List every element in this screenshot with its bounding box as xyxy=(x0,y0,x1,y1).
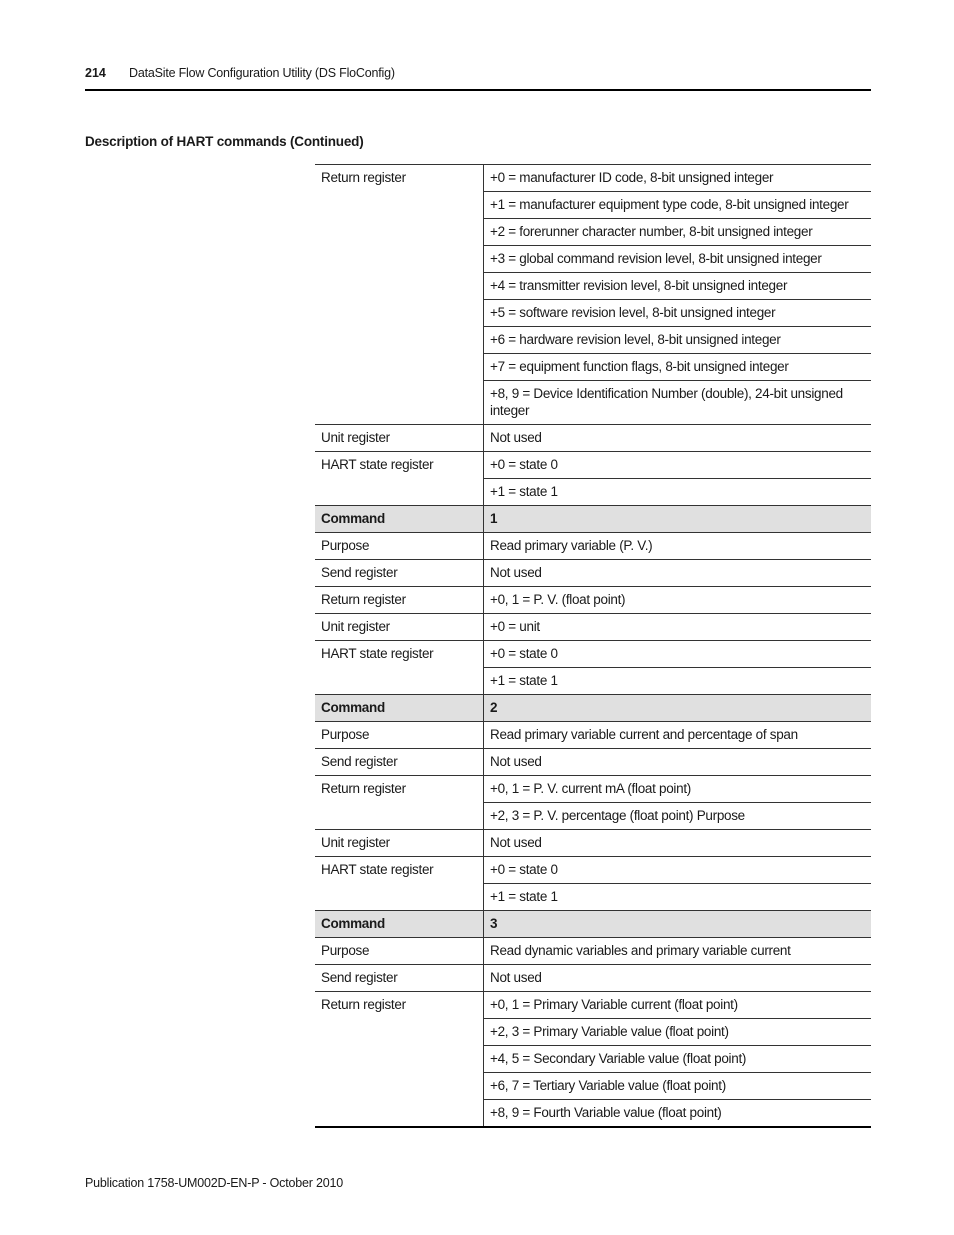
row-label-cell xyxy=(315,327,484,354)
row-label-cell: HART state register xyxy=(315,452,484,479)
row-value-cell: +6 = hardware revision level, 8-bit unsigned integer xyxy=(484,327,872,354)
row-value-cell: +0 = unit xyxy=(484,614,872,641)
row-label-cell: Return register xyxy=(315,165,484,192)
row-value-cell: Read primary variable current and percentage of span xyxy=(484,722,872,749)
row-label-cell: Purpose xyxy=(315,722,484,749)
row-value-cell: Read primary variable (P. V.) xyxy=(484,533,872,560)
row-label-cell: Unit register xyxy=(315,830,484,857)
row-label-cell: HART state register xyxy=(315,857,484,884)
row-label-cell: Send register xyxy=(315,560,484,587)
command-header-row xyxy=(315,506,871,533)
row-value-cell: +0 = state 0 xyxy=(484,641,872,668)
row-value-cell: +1 = state 1 xyxy=(484,884,872,911)
hart-commands-table xyxy=(315,164,871,1128)
table-row xyxy=(315,246,871,273)
page-number: 214 xyxy=(85,66,106,80)
row-label-cell xyxy=(315,246,484,273)
table-row xyxy=(315,560,871,587)
row-label-cell xyxy=(315,1019,484,1046)
table-row xyxy=(315,992,871,1019)
hart-table-body xyxy=(315,165,871,1128)
row-label-cell xyxy=(315,381,484,425)
row-label-cell xyxy=(315,354,484,381)
row-value-cell: +0, 1 = Primary Variable current (float point) xyxy=(484,992,872,1019)
table-row xyxy=(315,938,871,965)
table-row xyxy=(315,722,871,749)
table-row xyxy=(315,614,871,641)
row-value-cell: +1 = state 1 xyxy=(484,668,872,695)
row-value-cell: +8, 9 = Device Identification Number (double), 24-bit unsigned integer xyxy=(484,381,872,425)
row-label-cell xyxy=(315,192,484,219)
row-label-cell: Send register xyxy=(315,965,484,992)
row-value-cell: +1 = manufacturer equipment type code, 8-bit unsigned integer xyxy=(484,192,872,219)
table-row xyxy=(315,192,871,219)
table-row xyxy=(315,452,871,479)
row-label-cell xyxy=(315,803,484,830)
row-label-cell xyxy=(315,219,484,246)
table-row xyxy=(315,776,871,803)
table-row xyxy=(315,425,871,452)
row-label-cell: Purpose xyxy=(315,938,484,965)
running-title: DataSite Flow Configuration Utility (DS FloConfig) xyxy=(129,66,395,80)
table-row xyxy=(315,857,871,884)
table-row xyxy=(315,830,871,857)
command-header-row xyxy=(315,911,871,938)
table-row xyxy=(315,1100,871,1128)
row-label-cell: Return register xyxy=(315,776,484,803)
row-value-cell: +0, 1 = P. V. (float point) xyxy=(484,587,872,614)
command-label-cell: Command xyxy=(315,911,484,938)
row-value-cell: Not used xyxy=(484,560,872,587)
row-value-cell: +4 = transmitter revision level, 8-bit unsigned integer xyxy=(484,273,872,300)
row-value-cell: +2 = forerunner character number, 8-bit unsigned integer xyxy=(484,219,872,246)
row-label-cell xyxy=(315,1073,484,1100)
row-value-cell: +3 = global command revision level, 8-bit unsigned integer xyxy=(484,246,872,273)
table-row xyxy=(315,533,871,560)
row-label-cell: Unit register xyxy=(315,425,484,452)
table-row xyxy=(315,749,871,776)
table-row xyxy=(315,803,871,830)
command-number-cell: 3 xyxy=(484,911,872,938)
page-header xyxy=(85,66,871,90)
row-label-cell: Purpose xyxy=(315,533,484,560)
row-label-cell xyxy=(315,300,484,327)
row-value-cell: +2, 3 = P. V. percentage (float point) Purpose xyxy=(484,803,872,830)
row-value-cell: +4, 5 = Secondary Variable value (float point) xyxy=(484,1046,872,1073)
table-row xyxy=(315,381,871,425)
command-header-row xyxy=(315,695,871,722)
table-row xyxy=(315,165,871,192)
row-label-cell xyxy=(315,479,484,506)
row-value-cell: +0 = state 0 xyxy=(484,452,872,479)
command-number-cell: 1 xyxy=(484,506,872,533)
command-label-cell: Command xyxy=(315,506,484,533)
table-row xyxy=(315,884,871,911)
row-value-cell: Not used xyxy=(484,425,872,452)
row-value-cell: +0, 1 = P. V. current mA (float point) xyxy=(484,776,872,803)
table-row xyxy=(315,587,871,614)
row-value-cell: Not used xyxy=(484,965,872,992)
table-row xyxy=(315,1073,871,1100)
command-number-cell: 2 xyxy=(484,695,872,722)
row-label-cell xyxy=(315,1100,484,1128)
row-label-cell xyxy=(315,668,484,695)
row-value-cell: +0 = state 0 xyxy=(484,857,872,884)
table-row xyxy=(315,641,871,668)
table-row xyxy=(315,479,871,506)
table-row xyxy=(315,1046,871,1073)
table-row xyxy=(315,354,871,381)
table-row xyxy=(315,327,871,354)
table-row xyxy=(315,1019,871,1046)
row-label-cell: Send register xyxy=(315,749,484,776)
row-label-cell xyxy=(315,1046,484,1073)
row-value-cell: +0 = manufacturer ID code, 8-bit unsigned integer xyxy=(484,165,872,192)
row-value-cell: +1 = state 1 xyxy=(484,479,872,506)
row-value-cell: +6, 7 = Tertiary Variable value (float point) xyxy=(484,1073,872,1100)
row-value-cell: +8, 9 = Fourth Variable value (float point) xyxy=(484,1100,872,1128)
command-label-cell: Command xyxy=(315,695,484,722)
row-label-cell xyxy=(315,273,484,300)
row-label-cell: Return register xyxy=(315,992,484,1019)
table-row xyxy=(315,219,871,246)
table-row xyxy=(315,273,871,300)
table-row xyxy=(315,668,871,695)
row-value-cell: +2, 3 = Primary Variable value (float point) xyxy=(484,1019,872,1046)
row-label-cell: Return register xyxy=(315,587,484,614)
row-value-cell: Not used xyxy=(484,830,872,857)
table-row xyxy=(315,300,871,327)
table-row xyxy=(315,965,871,992)
publication-footer: Publication 1758-UM002D-EN-P - October 2010 xyxy=(85,1176,343,1190)
row-label-cell: HART state register xyxy=(315,641,484,668)
row-value-cell: +5 = software revision level, 8-bit unsigned integer xyxy=(484,300,872,327)
row-value-cell: +7 = equipment function flags, 8-bit unsigned integer xyxy=(484,354,872,381)
row-label-cell xyxy=(315,884,484,911)
row-value-cell: Not used xyxy=(484,749,872,776)
row-value-cell: Read dynamic variables and primary variable current xyxy=(484,938,872,965)
header-rule xyxy=(85,89,871,91)
row-label-cell: Unit register xyxy=(315,614,484,641)
section-title: Description of HART commands (Continued) xyxy=(85,134,364,149)
